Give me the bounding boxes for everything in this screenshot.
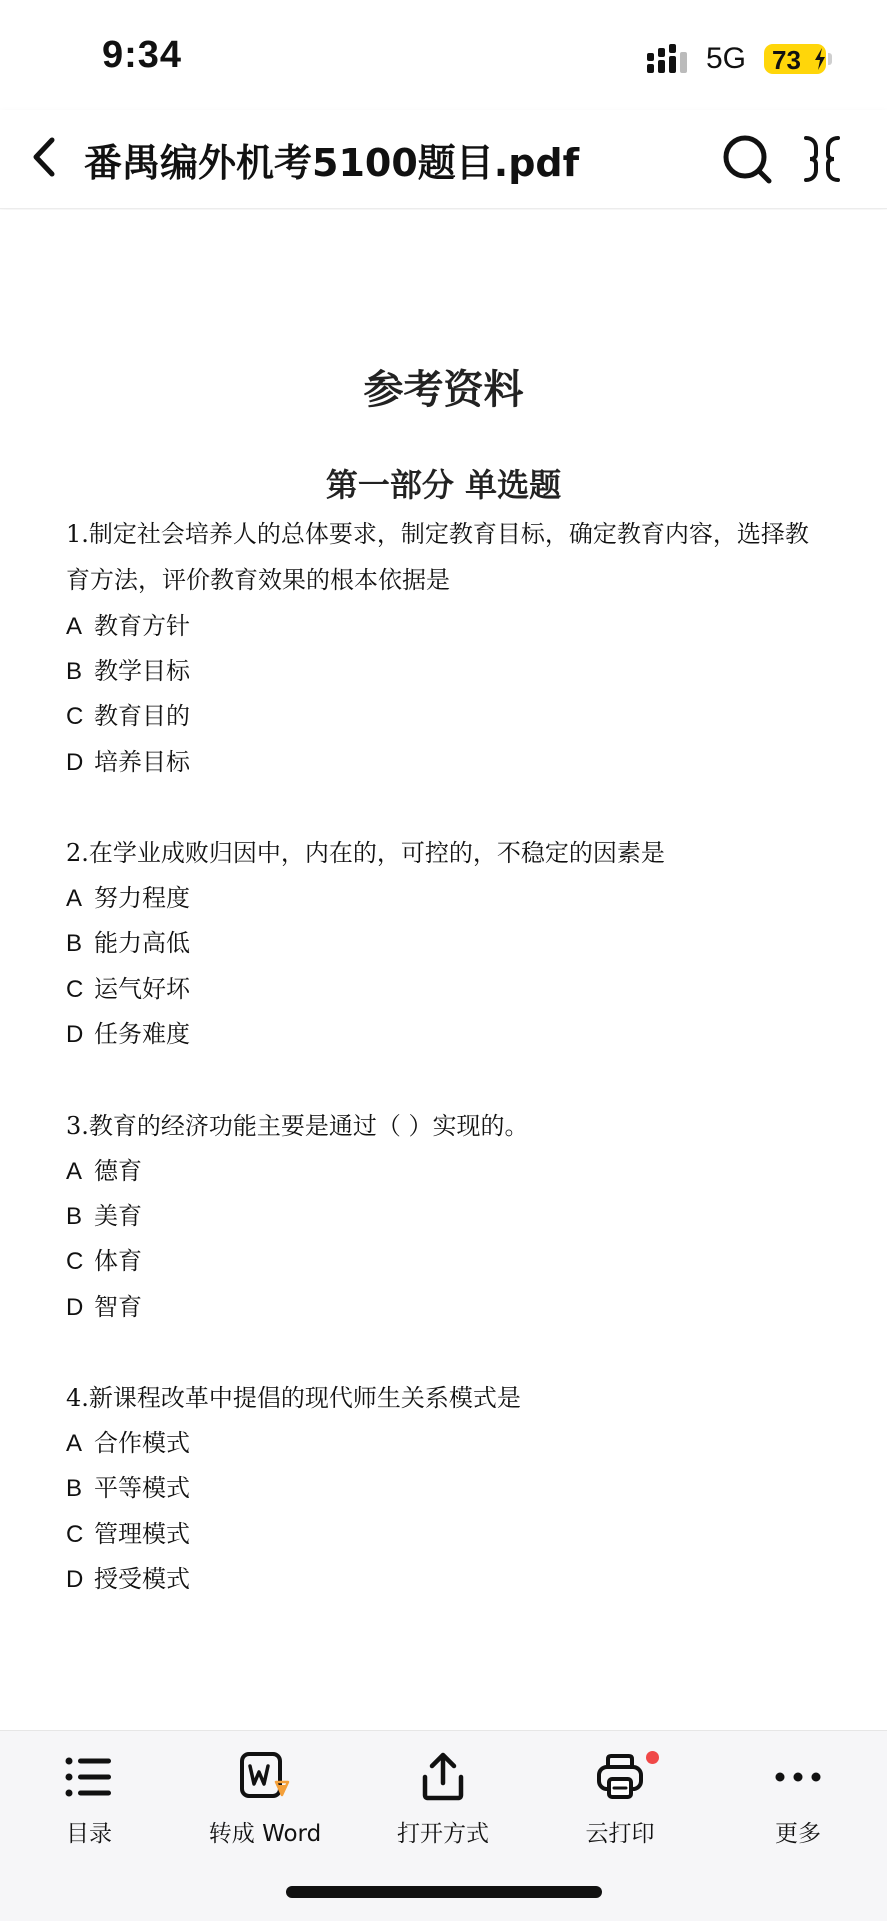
share-icon [417, 1751, 469, 1803]
battery-level: 73 [772, 45, 801, 75]
printer-icon [594, 1751, 646, 1803]
question-1-line-2: 育方法，评价教育效果的根本依据是 [66, 566, 450, 594]
toolbar-convert-word-button[interactable] [180, 1751, 350, 1861]
toolbar-cloud-print-button[interactable] [535, 1751, 705, 1861]
question-1-option-c: C 教育目的 [66, 702, 190, 730]
question-1-option-d: D 培养目标 [66, 748, 190, 776]
question-1-line-1: 1.制定社会培养人的总体要求，制定教育目标，确定教育内容，选择教 [66, 520, 809, 548]
status-bar [0, 0, 887, 110]
question-1-option-a: A 教育方针 [66, 612, 190, 640]
home-indicator[interactable] [286, 1886, 602, 1898]
question-2-option-a: A 努力程度 [66, 884, 190, 912]
question-3-option-a: A 德育 [66, 1157, 142, 1185]
question-4-option-c: C 管理模式 [66, 1520, 190, 1548]
question-2-option-c: C 运气好坏 [66, 975, 190, 1003]
toolbar-convert-word-label: 转成 Word [208, 1821, 322, 1847]
question-1-option-b: B 教学目标 [66, 657, 190, 685]
question-2-option-d: D 任务难度 [66, 1020, 190, 1048]
toolbar-more-button[interactable] [713, 1751, 883, 1861]
toolbar-open-with-button[interactable] [358, 1751, 528, 1861]
document-title: 番禺编外机考5100题目.pdf [84, 141, 580, 185]
list-icon [63, 1751, 115, 1803]
cellular-signal-icon [647, 44, 693, 74]
section-heading: 第一部分 单选题 [325, 466, 562, 504]
document-heading: 参考资料 [363, 366, 524, 413]
back-chevron-icon[interactable] [24, 132, 64, 182]
toolbar-outline-label: 目录 [66, 1821, 112, 1847]
network-type: 5G [706, 42, 747, 75]
charging-bolt-icon [814, 48, 826, 70]
question-4-option-d: D 授受模式 [66, 1565, 190, 1593]
question-4-line-1: 4.新课程改革中提倡的现代师生关系模式是 [66, 1384, 521, 1412]
question-4-option-a: A 合作模式 [66, 1429, 190, 1457]
question-3-line-1: 3.教育的经济功能主要是通过（ ）实现的。 [66, 1112, 529, 1140]
more-icon [772, 1751, 824, 1803]
question-2-line-1: 2.在学业成败归因中，内在的，可控的，不稳定的因素是 [66, 839, 665, 867]
toolbar-more-label: 更多 [775, 1821, 821, 1847]
question-2-option-b: B 能力高低 [66, 929, 190, 957]
question-3-option-c: C 体育 [66, 1247, 142, 1275]
word-convert-icon [238, 1751, 292, 1803]
cloud-print-notification-dot [646, 1751, 659, 1764]
pdf-page[interactable] [0, 210, 887, 1730]
question-3-option-b: B 美育 [66, 1202, 142, 1230]
search-icon[interactable] [720, 132, 774, 186]
question-3-option-d: D 智育 [66, 1293, 142, 1321]
battery-tip [828, 53, 832, 65]
battery-indicator [764, 44, 826, 74]
nav-bar [0, 110, 887, 209]
question-4-option-b: B 平等模式 [66, 1474, 190, 1502]
toolbar-cloud-print-label: 云打印 [585, 1821, 655, 1847]
collapse-toggle-icon[interactable] [800, 134, 844, 184]
toolbar-outline-button[interactable] [4, 1751, 174, 1861]
toolbar-open-with-label: 打开方式 [397, 1821, 489, 1847]
status-time: 9:34 [102, 34, 183, 76]
